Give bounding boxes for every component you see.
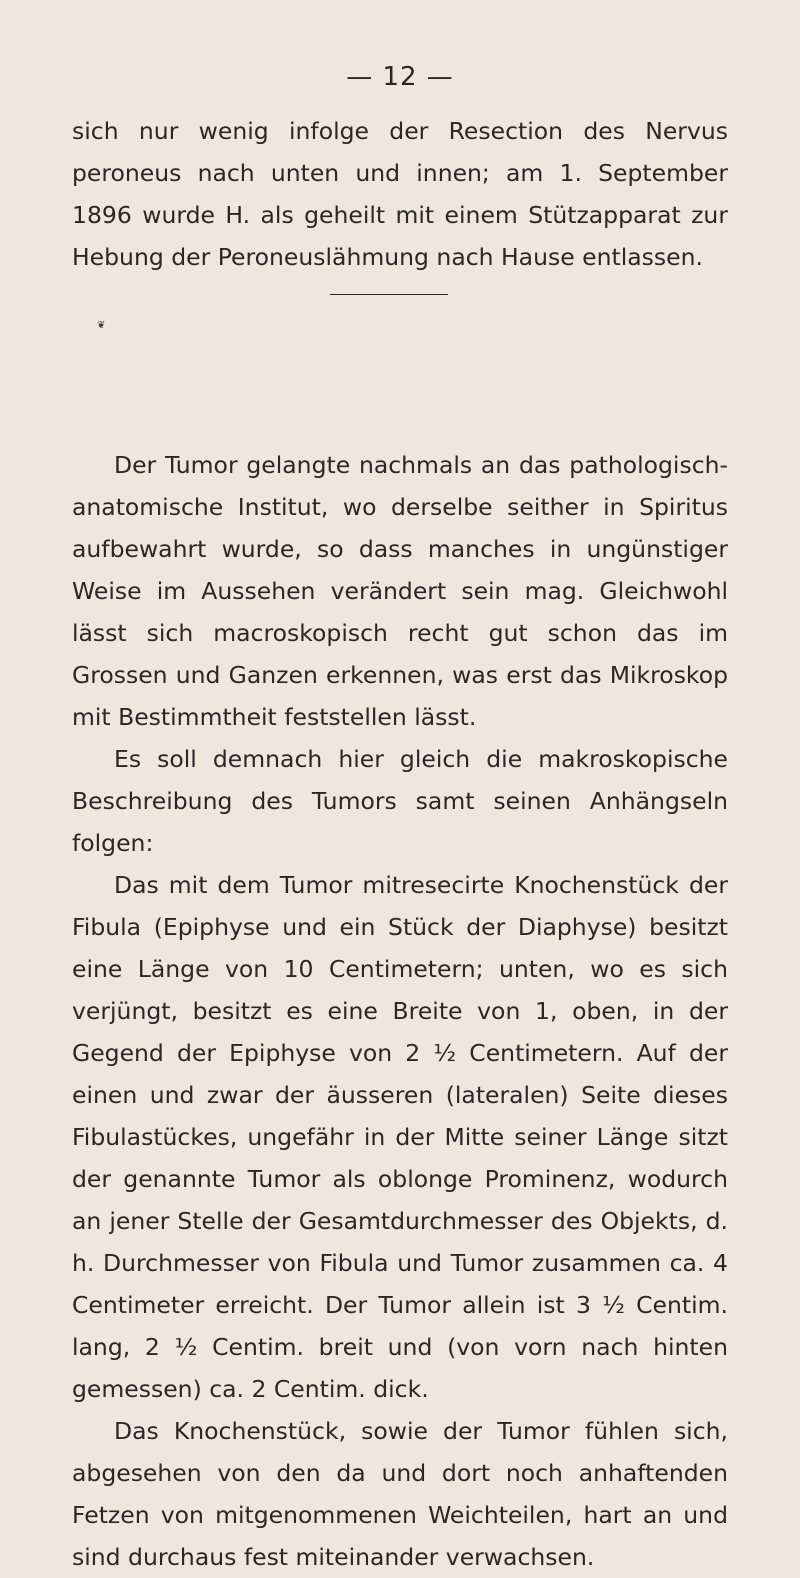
paragraph-bone-measurements: Das mit dem Tumor mitresecirte Knochenstück der Fibula (Epiphyse und ein Stück der Diaphyse) besitzt eine Länge von 10 Centimetern; unten, wo es sich verjüngt, besitzt es eine Breite von 1, oben, in der Gegend der Epiphyse von 2 ½ Centimetern. Auf der einen und zwar der äusseren (lateralen) Seite dieses Fibulastückes, ungefähr in der Mitte seiner Länge sitzt der genannte Tumor als oblonge Prominenz, wodurch an jener Stelle der Gesamtdurchmesser des Objekts, d. h. Durchmesser von Fibula und Tumor zusammen ca. 4 Centimeter erreicht. Der Tumor allein ist 3 ½ Centim. lang, 2 ½ Centim. breit und (von vorn nach hinten gemessen) ca. 2 Centim. dick.	[72, 871, 728, 1403]
paragraph-tumor-institute: Der Tumor gelangte nachmals an das pathologisch-anatomische Institut, wo derselbe seither in Spiritus aufbewahrt wurde, so dass manches in ungünstiger Weise im Aussehen verändert sein mag. Gleichwohl lässt sich macroskopisch recht gut schon das im Grossen und Ganzen erkennen, was erst das Mikroskop mit Bestimmtheit feststellen lässt.	[72, 451, 728, 731]
paragraph-bone-texture: Das Knochenstück, sowie der Tumor fühlen sich, abgesehen von den da und dort noch anhaftenden Fetzen von mitgenommenen Weichteilen, hart an und sind durchaus fest miteinander verwachsen.	[72, 1417, 728, 1571]
section-divider	[330, 294, 448, 295]
text-block-top	[72, 110, 728, 278]
paragraph-description-intro: Es soll demnach hier gleich die makroskopische Beschreibung des Tumors samt seinen Anhängseln folgen:	[72, 745, 728, 857]
ink-mark: ❦	[97, 320, 106, 331]
text-block-main	[72, 444, 728, 1578]
page-number: — 12 —	[346, 62, 454, 92]
paragraph-discharge: sich nur wenig infolge der Resection des Nervus peroneus nach unten und innen; am 1. September 1896 wurde H. als geheilt mit einem Stützapparat zur Hebung der Peroneuslähmung nach Hause entlassen.	[72, 117, 728, 271]
